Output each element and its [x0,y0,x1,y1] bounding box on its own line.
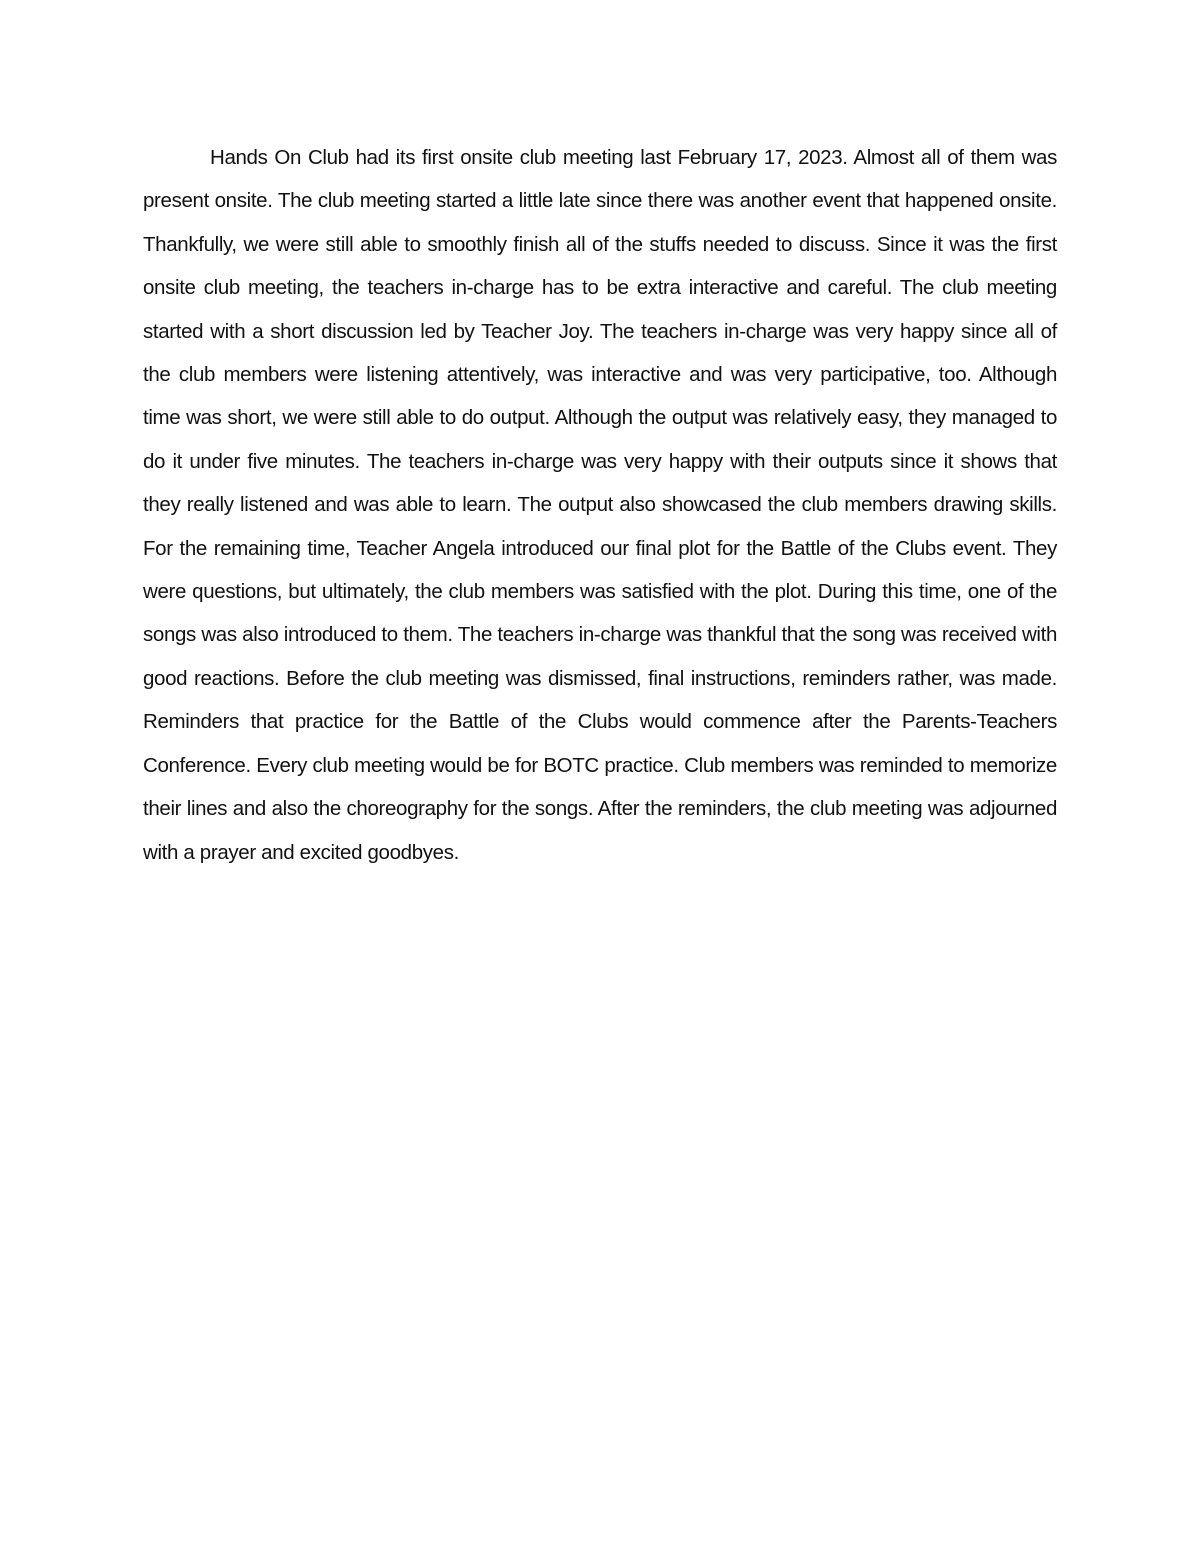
body-paragraph: Hands On Club had its first onsite club meeting last February 17, 2023. Almost all of them was present onsite. The club meeting started a little late since there was another event that happened onsite. Thankfully, we were still able to smoothly finish all of the stuffs needed to discuss. Since it was the first onsite club meeting, the teachers in-charge has to be extra interactive and careful. The club meeting started with a short discussion led by Teacher Joy. The teachers in-charge was very happy since all of the club members were listening attentively, was interactive and was very participative, too. Although time was short, we were still able to do output. Although the output was relatively easy, they managed to do it under five minutes. The teachers in-charge was very happy with their outputs since it shows that they really listened and was able to learn. The output also showcased the club members drawing skills. For the remaining time, Teacher Angela introduced our final plot for the Battle of the Clubs event. They were questions, but ultimately, the club members was satisfied with the plot. During this time, one of the songs was also introduced to them. The teachers in-charge was thankful that the song was received with good reactions. Before the club meeting was dismissed, final instructions, reminders rather, was made. Reminders that practice for the Battle of the Clubs would commence after the Parents-Teachers Conference. Every club meeting would be for BOTC practice. Club members was reminded to memorize their lines and also the choreography for the songs. After the reminders, the club meeting was adjourned with a prayer and excited goodbyes. [143,146,1057,864]
